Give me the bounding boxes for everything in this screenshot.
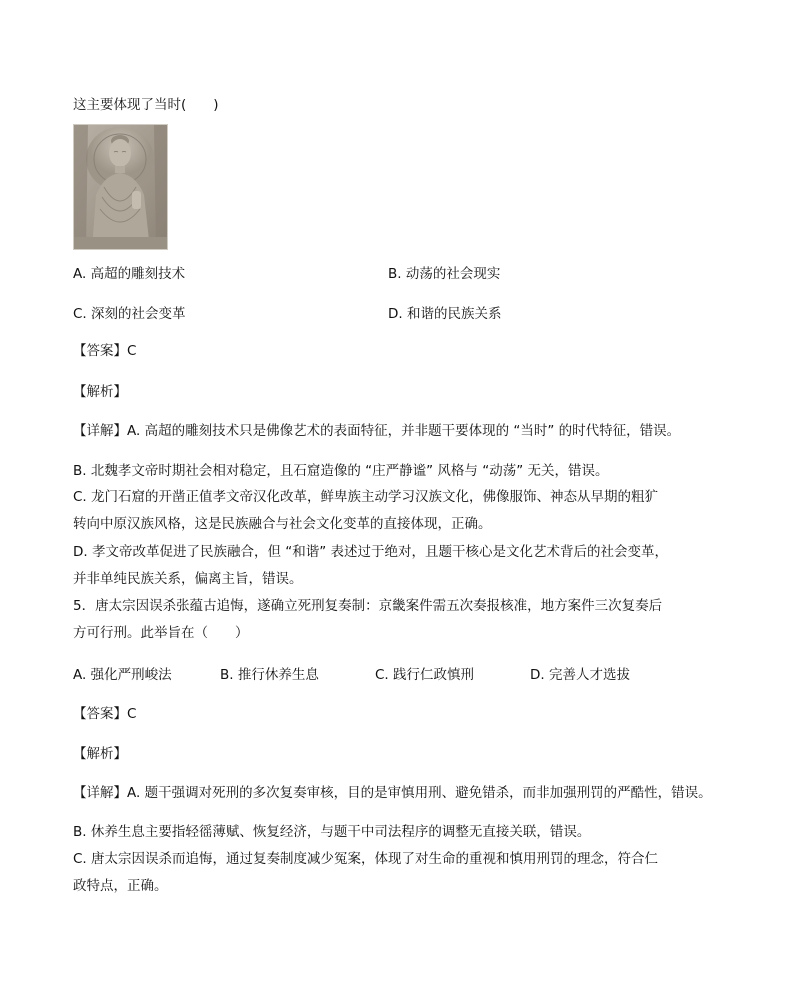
q5-analysis-label: 【解析】 [73,746,127,762]
q4-detail-line: 并非单纯民族关系，偏离主旨，错误。 [73,571,303,587]
q4-detail-line: 【详解】A. 高超的雕刻技术只是佛像艺术的表面特征，并非题干要体现的 “当时” 的时代特征，错误。 [73,423,681,439]
q4-detail-line: B. 北魏孝文帝时期社会相对稳定，且石窟造像的 “庄严静谧” 风格与 “动荡” 无关，错误。 [73,463,609,479]
q5-option-d: D. 完善人才选拔 [530,667,630,683]
q4-detail-line: C. 龙门石窟的开凿正值孝文帝汉化改革，鲜卑族主动学习汉族文化，佛像服饰、神态从早期的粗犷 [73,489,659,505]
q5-detail-line: B. 休养生息主要指轻徭薄赋、恢复经济，与题干中司法程序的调整无直接关联，错误。 [73,824,591,840]
q4-detail-line: 转向中原汉族风格，这是民族融合与社会文化变革的直接体现，正确。 [73,516,492,532]
q4-option-d: D. 和谐的民族关系 [388,306,502,322]
q4-option-c: C. 深刻的社会变革 [73,306,186,322]
buddha-statue-image [73,124,168,250]
q5-answer: 【答案】C [73,706,137,722]
q5-option-a: A. 强化严刑峻法 [73,667,172,683]
q5-option-c: C. 践行仁政慎刑 [375,667,475,683]
q4-detail-line: D. 孝文帝改革促进了民族融合，但 “和谐” 表述过于绝对，且题干核心是文化艺术背后的社会变革， [73,544,669,560]
q4-answer: 【答案】C [73,343,137,359]
q5-option-b: B. 推行休养生息 [220,667,319,683]
q4-analysis-label: 【解析】 [73,384,127,400]
q5-detail-line: C. 唐太宗因误杀而追悔，通过复奏制度减少冤案，体现了对生命的重视和慎用刑罚的理念，符合仁 [73,851,659,867]
q4-option-b: B. 动荡的社会现实 [388,266,501,282]
q5-detail-line: 【详解】A. 题干强调对死刑的多次复奏审核，目的是审慎用刑、避免错杀，而非加强刑罚的严酷性，错误。 [73,785,712,801]
q5-stem-line: 方可行刑。此举旨在（ ） [73,625,249,641]
q5-detail-line: 政特点，正确。 [73,878,168,894]
q4-option-a: A. 高超的雕刻技术 [73,266,186,282]
q5-stem-line: 5．唐太宗因误杀张蕴古追悔，遂确立死刑复奏制：京畿案件需五次奏报核准，地方案件三次复奏后 [73,598,663,614]
q4-stem: 这主要体现了当时( ) [73,97,219,113]
